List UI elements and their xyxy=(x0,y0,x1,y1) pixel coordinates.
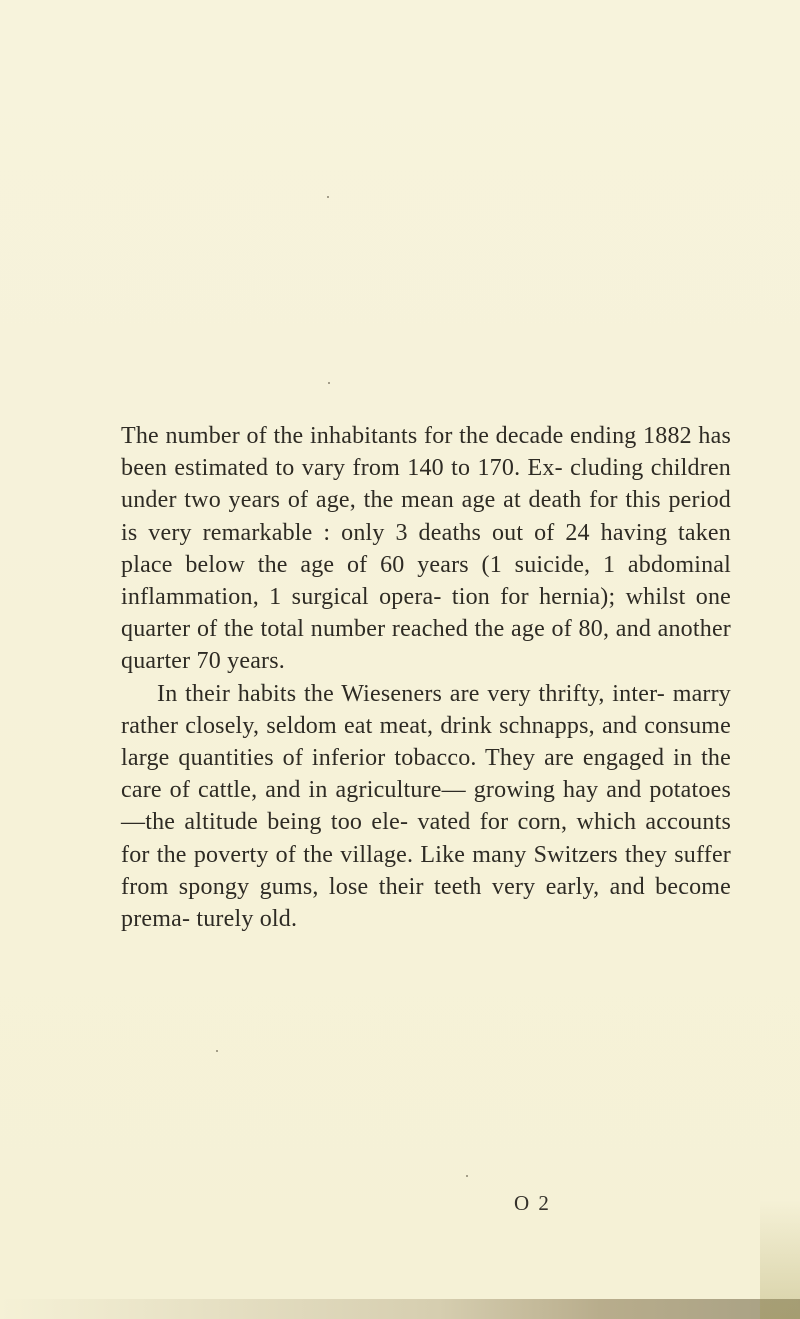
dust-speck xyxy=(216,1050,218,1052)
dust-speck xyxy=(466,1175,468,1177)
body-text xyxy=(121,420,731,935)
dust-speck xyxy=(327,196,329,198)
printer-signature-mark: O 2 xyxy=(514,1191,551,1215)
dust-speck xyxy=(328,382,330,384)
paragraph-inhabitants: The number of the inhabitants for the decade ending 1882 has been estimated to vary from 140 to 170. Ex- cluding children under two years of age, the mean age at death for this period is very remarkable : only 3 deaths out of 24 having taken place below the age of 60 years (1 suicide, 1 abdominal inflammation, 1 surgical opera- tion for hernia); whilst one quarter of the total number reached the age of 80, and another quarter 70 years. xyxy=(121,423,731,675)
paragraph-habits: In their habits the Wieseners are very thrifty, inter- marry rather closely, seldom eat meat, drink schnapps, and consume large quantities of inferior tobacco. They are engaged in the care of cattle, and in agriculture— growing hay and potatoes—the altitude being too ele- vated for corn, which accounts for the poverty of the village. Like many Switzers they suffer from spongy gums, lose their teeth very early, and become prema- turely old. xyxy=(121,680,731,933)
page-corner-shadow xyxy=(760,1199,800,1319)
page-bottom-edge xyxy=(0,1299,800,1319)
